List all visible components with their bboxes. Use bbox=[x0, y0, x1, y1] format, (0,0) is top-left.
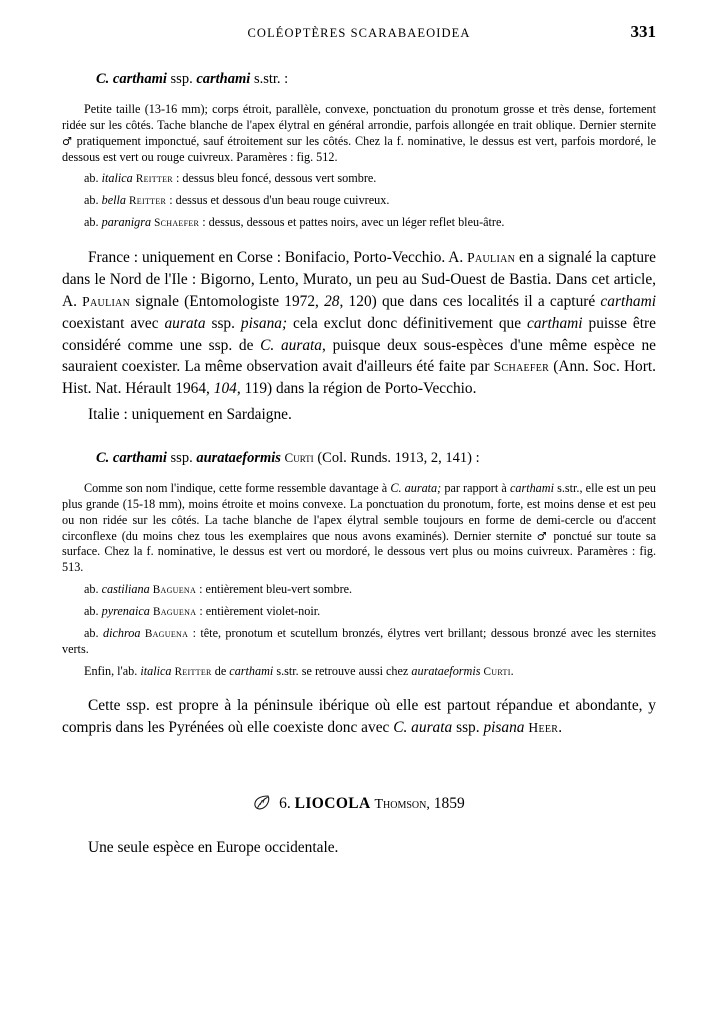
section-divider bbox=[62, 430, 656, 450]
paragraph-description: Petite taille (13-16 mm); corps étroit, parallèle, convexe, ponctuation du pronotum grosse et très dense, fortement ridée sur les côtés. Tache blanche de l'apex élytral en général arrondie, parfois allongée en trait oblique. Dernier sternite ♂ pratiquement imponctué, sauf étroitement sur les côtés. Chez la f. nominative, le dessus est vert, parfois mordoré, le dessous est vert ou rouge cuivreux. Paramères : fig. 512. bbox=[62, 102, 656, 164]
heading-taxon: C. carthami bbox=[96, 71, 167, 87]
closing-paragraph: Une seule espèce en Europe occidentale. bbox=[88, 839, 339, 857]
paragraph-aberration: ab. italica Reitter : dessus bleu foncé, dessous vert sombre. bbox=[84, 171, 377, 186]
paragraph-distribution-iberia: Cette ssp. est propre à la péninsule ibérique où elle est partout répandue et abondante, y compris dans les Pyrénées où elle coexiste donc avec C. aurata ssp. pisana Heer. bbox=[62, 697, 656, 737]
heading-rank: ssp. bbox=[170, 71, 193, 87]
genus-name: LIOCOLA bbox=[294, 795, 371, 813]
heading-subspecies: carthami bbox=[196, 71, 251, 87]
paragraph-distribution-italy: Italie : uniquement en Sardaigne. bbox=[88, 406, 292, 424]
paragraph-aberration: ab. bella Reitter : dessus et dessous d'un beau rouge cuivreux. bbox=[84, 193, 390, 208]
heading-suffix: s.str. : bbox=[253, 71, 289, 87]
section-heading bbox=[62, 450, 656, 467]
page-header bbox=[62, 22, 656, 41]
genus-author: Thomson, bbox=[374, 797, 430, 813]
paragraph-note: Enfin, l'ab. italica Reitter de carthami s.str. se retrouve aussi chez aurataeformis Curti. bbox=[84, 663, 514, 678]
heading-author: Curti bbox=[284, 450, 314, 466]
leaf-icon bbox=[253, 795, 270, 810]
heading-reference: (Col. Runds. 1913, 2, 141) : bbox=[317, 450, 480, 467]
page-number: 331 bbox=[630, 22, 656, 41]
paragraph-distribution-france: France : uniquement en Corse : Bonifacio, Porto-Vecchio. A. Paulian en a signalé la capture dans le Nord de l'Ile : Bigorno, Lento, Murato, un peu au Sud-Ouest de Bastia. Dans cet article, A. Paulian signale (Entomologiste 1972, 28, 120) que dans ces localités il a capturé carthami coexistant avec aurata ssp. pisana; cela exclut donc définitivement que carthami puisse être considéré comme une ssp. de C. aurata, puisque deux sous-espèces d'une même espèce ne sauraient coexister. La même observation avait d'ailleurs été faite par Schaefer (Ann. Soc. Hort. Hist. Nat. Hérault 1964, 104, 119) dans la région de Porto-Vecchio. bbox=[62, 249, 657, 398]
paragraph-aberration: ab. castiliana Baguena : entièrement bleu-vert sombre. bbox=[84, 582, 353, 597]
paragraph-aberration: ab. pyrenaica Baguena : entièrement violet-noir. bbox=[84, 604, 321, 619]
heading-rank: ssp. bbox=[170, 450, 193, 467]
heading-subspecies: aurataeformis bbox=[196, 450, 281, 467]
heading-taxon: C. carthami bbox=[96, 450, 167, 467]
paragraph-aberration: ab. paranigra Schaefer : dessus, dessous et pattes noirs, avec un léger reflet bleu-âtre. bbox=[84, 215, 505, 230]
genus-year: 1859 bbox=[433, 795, 465, 813]
genus-number: 6. bbox=[279, 795, 291, 813]
genus-heading bbox=[62, 795, 656, 813]
paragraph-aberration: ab. dichroa Baguena : tête, pronotum et scutellum bronzés, élytres vert brillant; dessous bronzé avec les sternites verts. bbox=[62, 625, 656, 656]
section-heading bbox=[62, 71, 656, 88]
section-carthami-sstr bbox=[62, 71, 656, 426]
paragraph-description: Comme son nom l'indique, cette forme ressemble davantage à C. aurata; par rapport à carthami s.str., elle est un peu plus grande (15-18 mm), moins étroite et moins convexe. La ponctuation du pronotum, forte, est moins dense et est peu ou non ridée sur les côtés. La tache blanche de l'apex élytral semble toujours en forme de demi-cercle ou d'accent circonflexe (du moins chez tous les exemplaires que nous avons examinés). Dernier sternite ♂ ponctué sur toute sa surface. Chez la f. nominative, le dessus est vert ou mordoré, le dessous vert plus ou moins cuivreux. Paramères : fig. 513. bbox=[62, 481, 657, 575]
running-title: COLÉOPTÈRES SCARABAEOIDEA bbox=[247, 26, 471, 40]
section-carthami-aurataeformis bbox=[62, 450, 656, 739]
